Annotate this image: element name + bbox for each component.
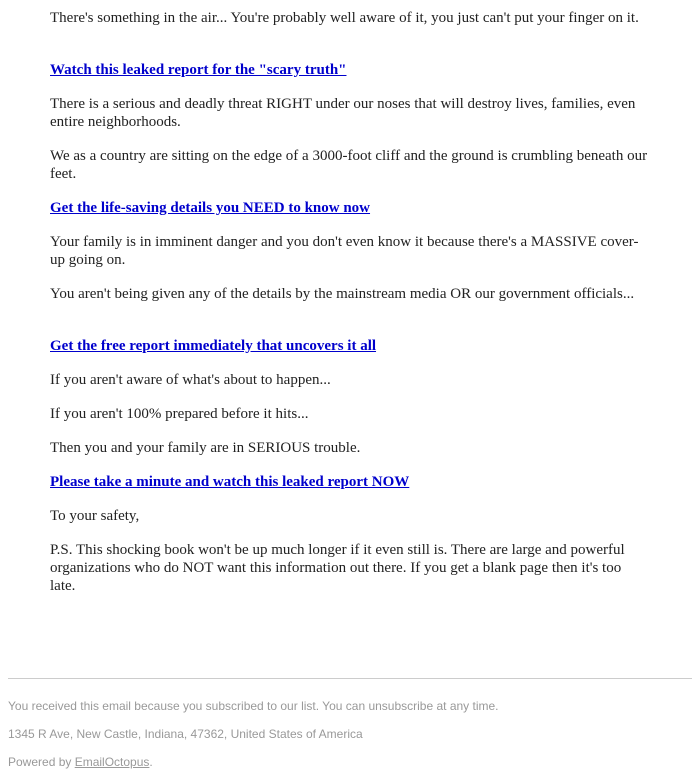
powered-by-suffix: . (149, 755, 153, 769)
paragraph-intro: There's something in the air... You're probably well aware of it, you just can't put your finger on it. (50, 10, 639, 26)
emailoctopus-link[interactable]: EmailOctopus (74, 755, 150, 769)
life-saving-details-link[interactable]: Get the life-saving details you NEED to know now (50, 200, 371, 216)
sender-address: 1345 R Ave, New Castle, Indiana, 47362, United States of America (8, 727, 363, 741)
paragraph-threat: There is a serious and deadly threat RIGHT under our noses that will destroy lives, families, even entire neighborhoods. (50, 96, 636, 130)
subscription-notice: You received this email because you subscribed to our list. You can unsubscribe at any time. (8, 699, 499, 713)
powered-by (8, 755, 153, 770)
leaked-report-link[interactable]: Watch this leaked report for the "scary truth" (50, 62, 347, 78)
paragraph-link-4 (50, 473, 650, 491)
paragraph-link-2 (50, 199, 650, 217)
watch-report-now-link[interactable]: Please take a minute and watch this leaked report NOW (50, 474, 410, 490)
paragraph-trouble: Then you and your family are in SERIOUS trouble. (50, 440, 361, 456)
paragraph-link-1 (50, 61, 650, 79)
powered-by-prefix: Powered by (8, 755, 75, 769)
paragraph-link-3 (50, 337, 650, 355)
paragraph-danger: Your family is in imminent danger and you don't even know it because there's a MASSIVE cover-up going on. (50, 234, 639, 268)
paragraph-signoff: To your safety, (50, 508, 140, 524)
paragraph-prepared: If you aren't 100% prepared before it hits... (50, 406, 309, 422)
footer-divider (8, 678, 692, 679)
paragraph-aware: If you aren't aware of what's about to happen... (50, 372, 331, 388)
paragraph-ps: P.S. This shocking book won't be up much longer if it even still is. There are large and powerful organizations who do NOT want this information out there. If you get a blank page then it's too late. (50, 542, 625, 594)
paragraph-media: You aren't being given any of the details by the mainstream media OR our government officials... (50, 286, 635, 302)
free-report-link[interactable]: Get the free report immediately that uncovers it all (50, 338, 377, 354)
paragraph-cliff: We as a country are sitting on the edge of a 3000-foot cliff and the ground is crumbling beneath our feet. (50, 148, 648, 182)
